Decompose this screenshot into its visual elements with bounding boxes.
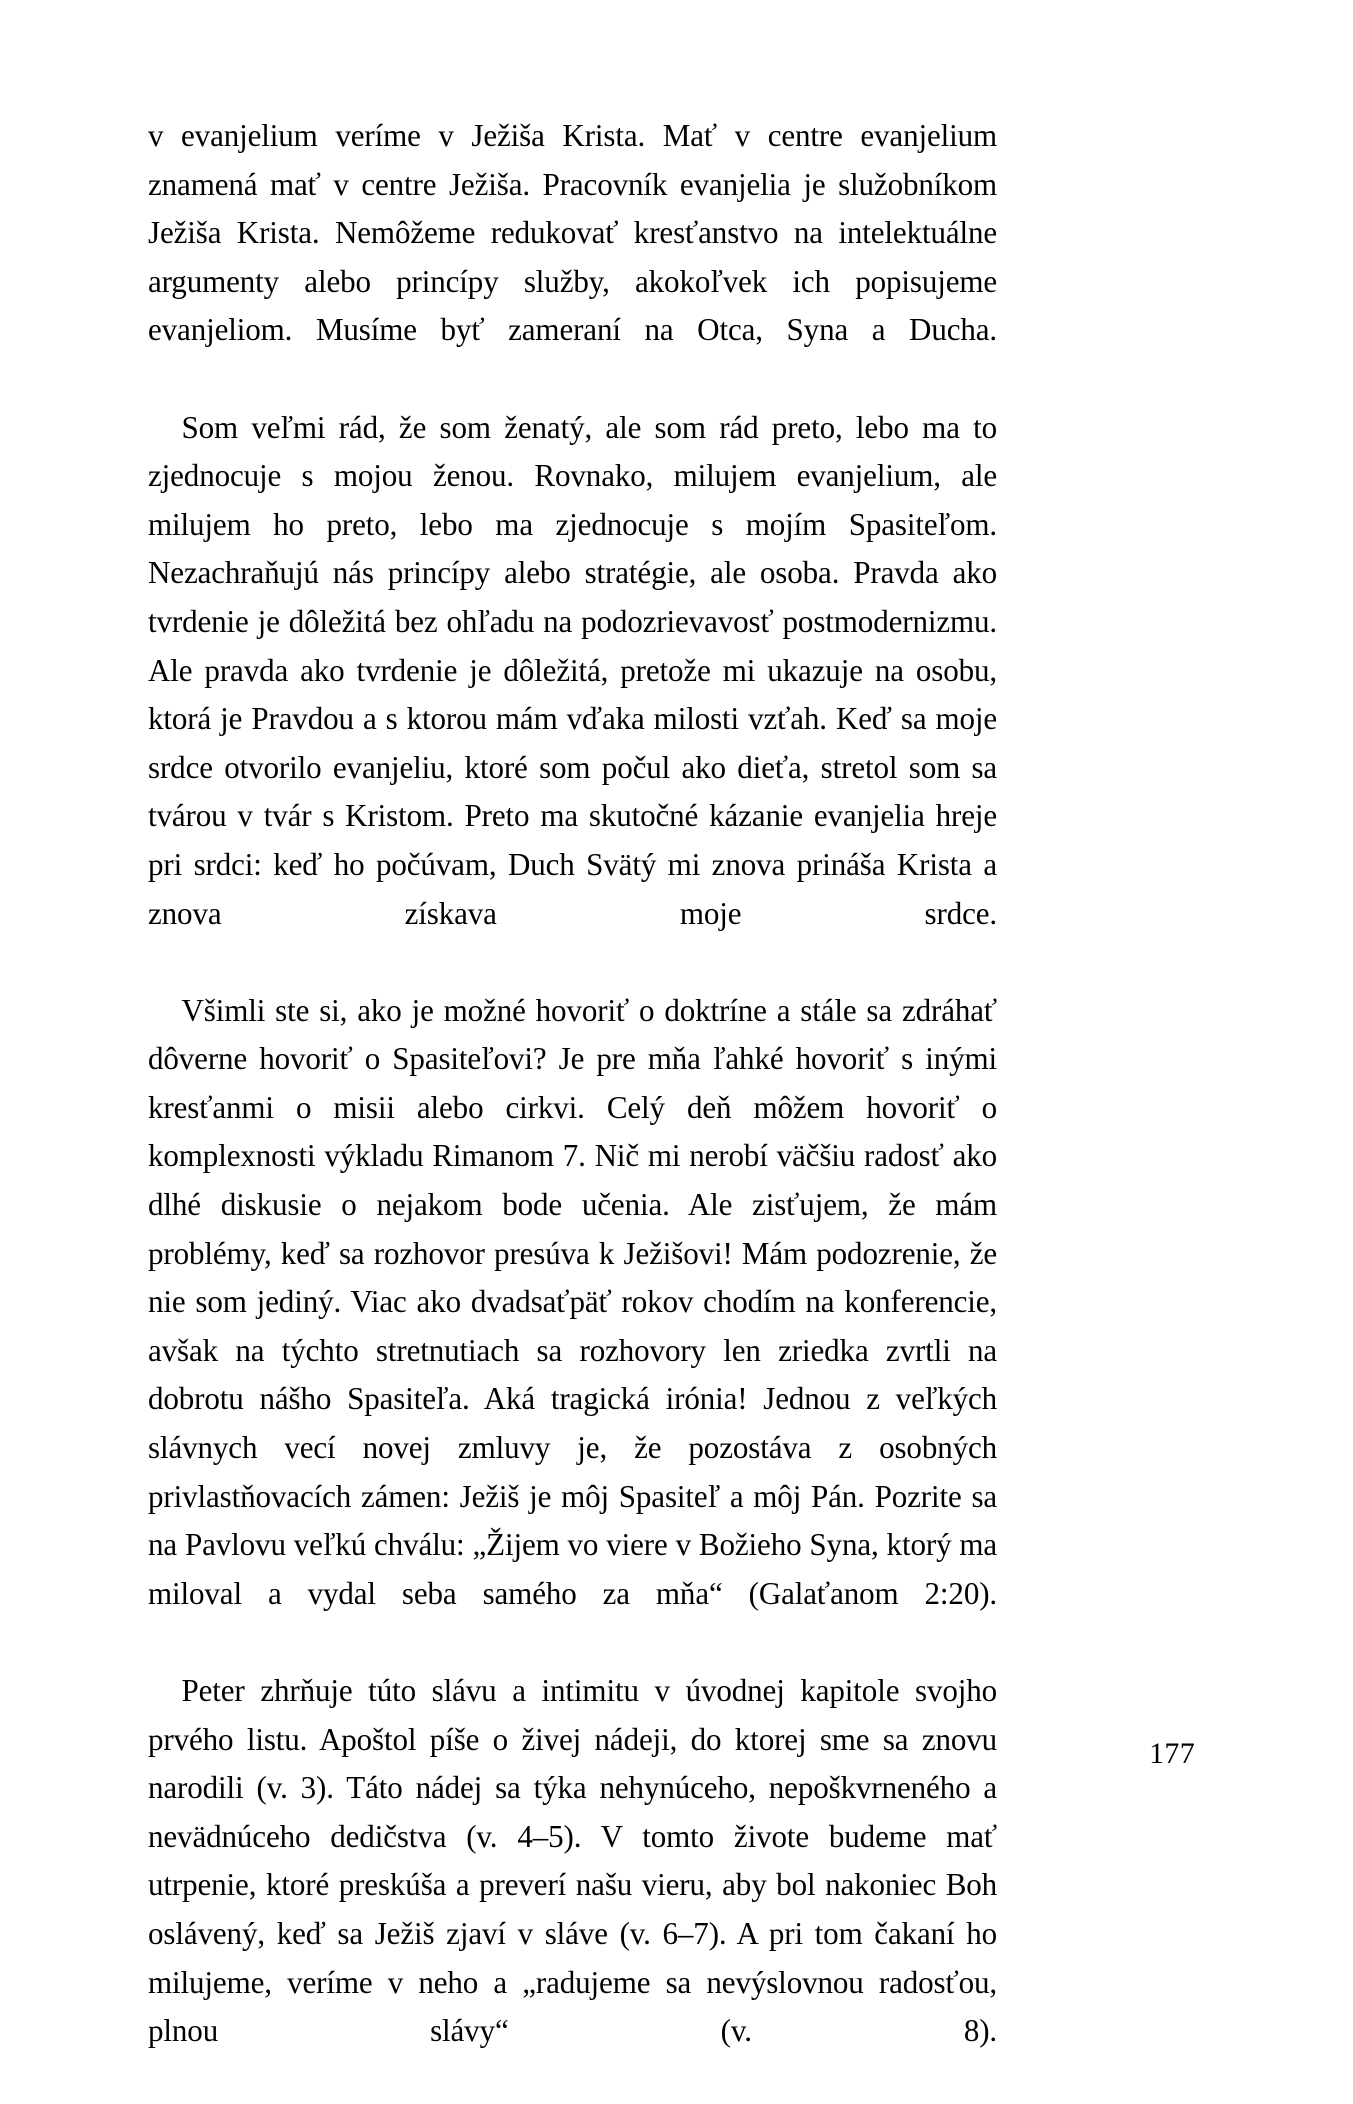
paragraph-3: Všimli ste si, ako je možné hovoriť o doktríne a stále sa zdráhať dôverne hovoriť o Spasiteľovi? Je pre mňa ľahké hovoriť s inými kresťanmi o misii alebo cirkvi. Celý deň môžem hovoriť o komplexnosti výkladu Rimanom 7. Nič mi nerobí väčšiu radosť ako dlhé diskusie o nejakom bode učenia. Ale zisťujem, že mám problémy, keď sa rozhovor presúva k Ježišovi! Mám podozrenie, že nie som jediný. Viac ako dvadsaťpäť rokov chodím na konferencie, avšak na týchto stretnutiach sa rozhovory len zriedka zvrtli na dobrotu nášho Spasiteľa. Aká tragická irónia! Jednou z veľkých slávnych vecí novej zmluvy je, že pozostáva z osobných privlastňovacích zámen: Ježiš je môj Spasiteľ a môj Pán. Pozrite sa na Pavlovu veľkú chválu: „Žijem vo viere v Božieho Syna, ktorý ma miloval a vydal seba samého za mňa“ (Galaťanom 2:20). <box>148 992 998 1611</box>
paragraph-2: Som veľmi rád, že som ženatý, ale som rád preto, lebo ma to zjednocuje s mojou ženou. Rovnako, milujem evanjelium, ale milujem ho preto, lebo ma zjednocuje s mojím Spasiteľom. Nezachraňujú nás princípy alebo stratégie, ale osoba. Pravda ako tvrdenie je dôležitá bez ohľadu na podozrievavosť postmodernizmu. Ale pravda ako tvrdenie je dôležitá, pretože mi ukazuje na osobu, ktorá je Pravdou a s ktorou mám vďaka milosti vzťah. Keď sa moje srdce otvorilo evanjeliu, ktoré som počul ako dieťa, stretol som sa tvárou v tvár s Kristom. Preto ma skutočné kázanie evanjelia hreje pri srdci: keď ho počúvam, Duch Svätý mi znova prináša Krista a znova získava moje srdce. <box>148 409 998 931</box>
paragraph-4: Peter zhrňuje túto slávu a intimitu v úvodnej kapitole svojho prvého listu. Apoštol píše o živej nádeji, do ktorej sme sa znovu narodili (v. 3). Táto nádej sa týka nehynúceho, nepoškvrneného a nevädnúceho dedičstva (v. 4–5). V tomto živote budeme mať utrpenie, ktoré preskúša a preverí našu vieru, aby bol nakoniec Boh oslávený, keď sa Ježiš zjaví v sláve (v. 6–7). A pri tom čakaní ho milujeme, veríme v neho a „radujeme sa nevýslovnou radosťou, plnou slávy“ (v. 8). <box>148 1673 998 2049</box>
body-text-column <box>148 112 1010 2104</box>
page-number: 177 <box>1149 1737 1195 1770</box>
paragraph-1: v evanjelium veríme v Ježiša Krista. Mať v centre evanjelium znamená mať v centre Ježiša. Pracovník evanjelia je služobníkom Ježiša Krista. Nemôžeme redukovať kresťanstvo na intelektuálne argumenty alebo princípy služby, akokoľvek ich popisujeme evanjeliom. Musíme byť zameraní na Otca, Syna a Ducha. <box>148 118 998 348</box>
